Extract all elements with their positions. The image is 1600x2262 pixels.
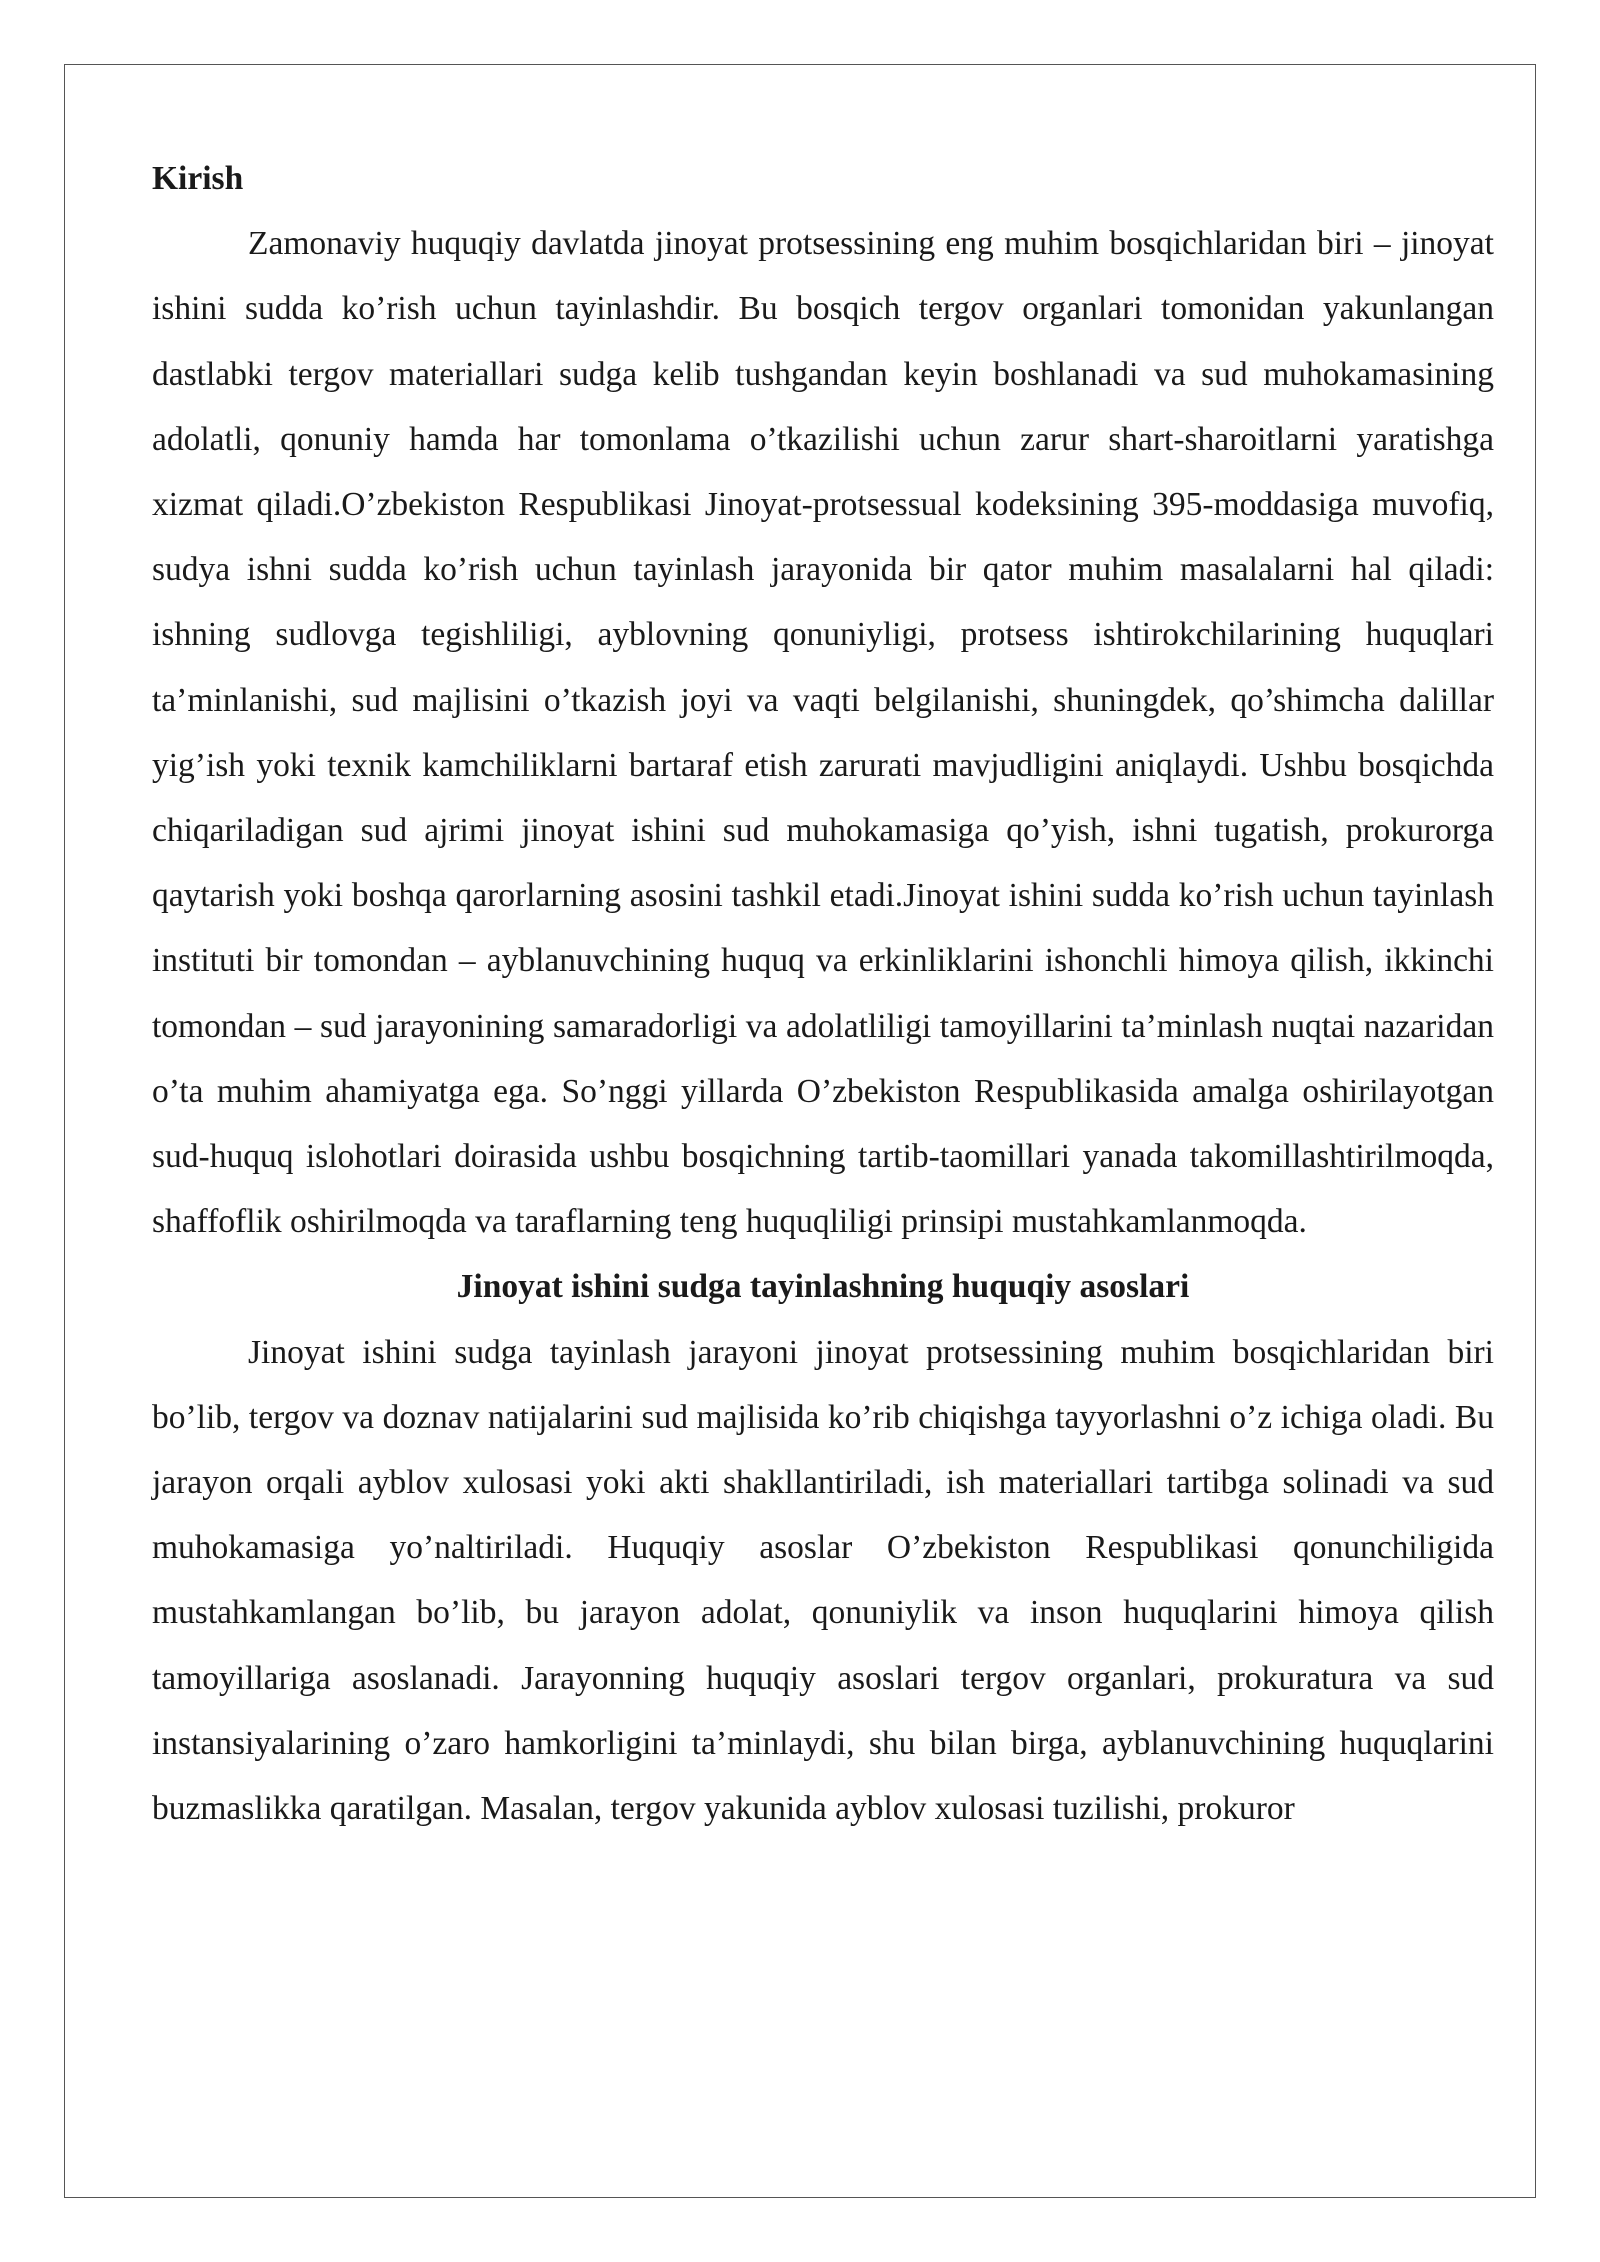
section-heading: Jinoyat ishini sudga tayinlashning huquqiy asoslari <box>456 1268 1190 1306</box>
document-body <box>152 146 1494 1841</box>
section-paragraph: Jinoyat ishini sudga tayinlash jarayoni jinoyat protsessining muhim bosqichlaridan biri bo’lib, tergov va doznav natijalarini sud majlisida ko’rib chiqishga tayyorlashni o’z ichiga oladi. Bu jarayon orqali ayblov xulosasi yoki akti shakllantiriladi, ish materiallari tartibga solinadi va sud muhokamasiga yo’naltiriladi. Huquqiy asoslar O’zbekiston Respublikasi qonunchiligida mustahkamlangan bo’lib, bu jarayon adolat, qonuniylik va inson huquqlarini himoya qilish tamoyillariga asoslanadi. Jarayonning huquqiy asoslari tergov organlari, prokuratura va sud instansiyalarining o’zaro hamkorligini ta’minlaydi, shu bilan birga, ayblanuvchining huquqlarini buzmaslikka qaratilgan. Masalan, tergov yakunida ayblov xulosasi tuzilishi, prokuror <box>152 1333 1494 1828</box>
intro-paragraph: Zamonaviy huquqiy davlatda jinoyat protsessining eng muhim bosqichlaridan biri – jinoyat ishini sudda ko’rish uchun tayinlashdir. Bu bosqich tergov organlari tomonidan yakunlangan dastlabki tergov materiallari sudga kelib tushgandan keyin boshlanadi va sud muhokamasining adolatli, qonuniy hamda har tomonlama o’tkazilishi uchun zarur shart-sharoitlarni yaratishga xizmat qiladi.O’zbekiston Respublikasi Jinoyat-protsessual kodeksining 395-moddasiga muvofiq, sudya ishni sudda ko’rish uchun tayinlash jarayonida bir qator muhim masalalarni hal qiladi: ishning sudlovga tegishliligi, ayblovning qonuniyligi, protsess ishtirokchilarining huquqlari ta’minlanishi, sud majlisini o’tkazish joyi va vaqti belgilanishi, shuningdek, qo’shimcha dalillar yig’ish yoki texnik kamchiliklarni bartaraf etish zarurati mavjudligini aniqlaydi. Ushbu bosqichda chiqariladigan sud ajrimi jinoyat ishini sud muhokamasiga qo’yish, ishni tugatish, prokurorga qaytarish yoki boshqa qarorlarning asosini tashkil etadi.Jinoyat ishini sudda ko’rish uchun tayinlash instituti bir tomondan – ayblanuvchining huquq va erkinliklarini ishonchli himoya qilish, ikkinchi tomondan – sud jarayonining samaradorligi va adolatliligi tamoyillarini ta’minlash nuqtai nazaridan o’ta muhim ahamiyatga ega. So’nggi yillarda O’zbekiston Respublikasida amalga oshirilayotgan sud-huquq islohotlari doirasida ushbu bosqichning tartib-taomillari yanada takomillashtirilmoqda, shaffoflik oshirilmoqda va taraflarning teng huquqliligi prinsipi mustahkamlanmoqda. <box>152 225 1494 1241</box>
intro-heading: Kirish <box>152 160 244 197</box>
